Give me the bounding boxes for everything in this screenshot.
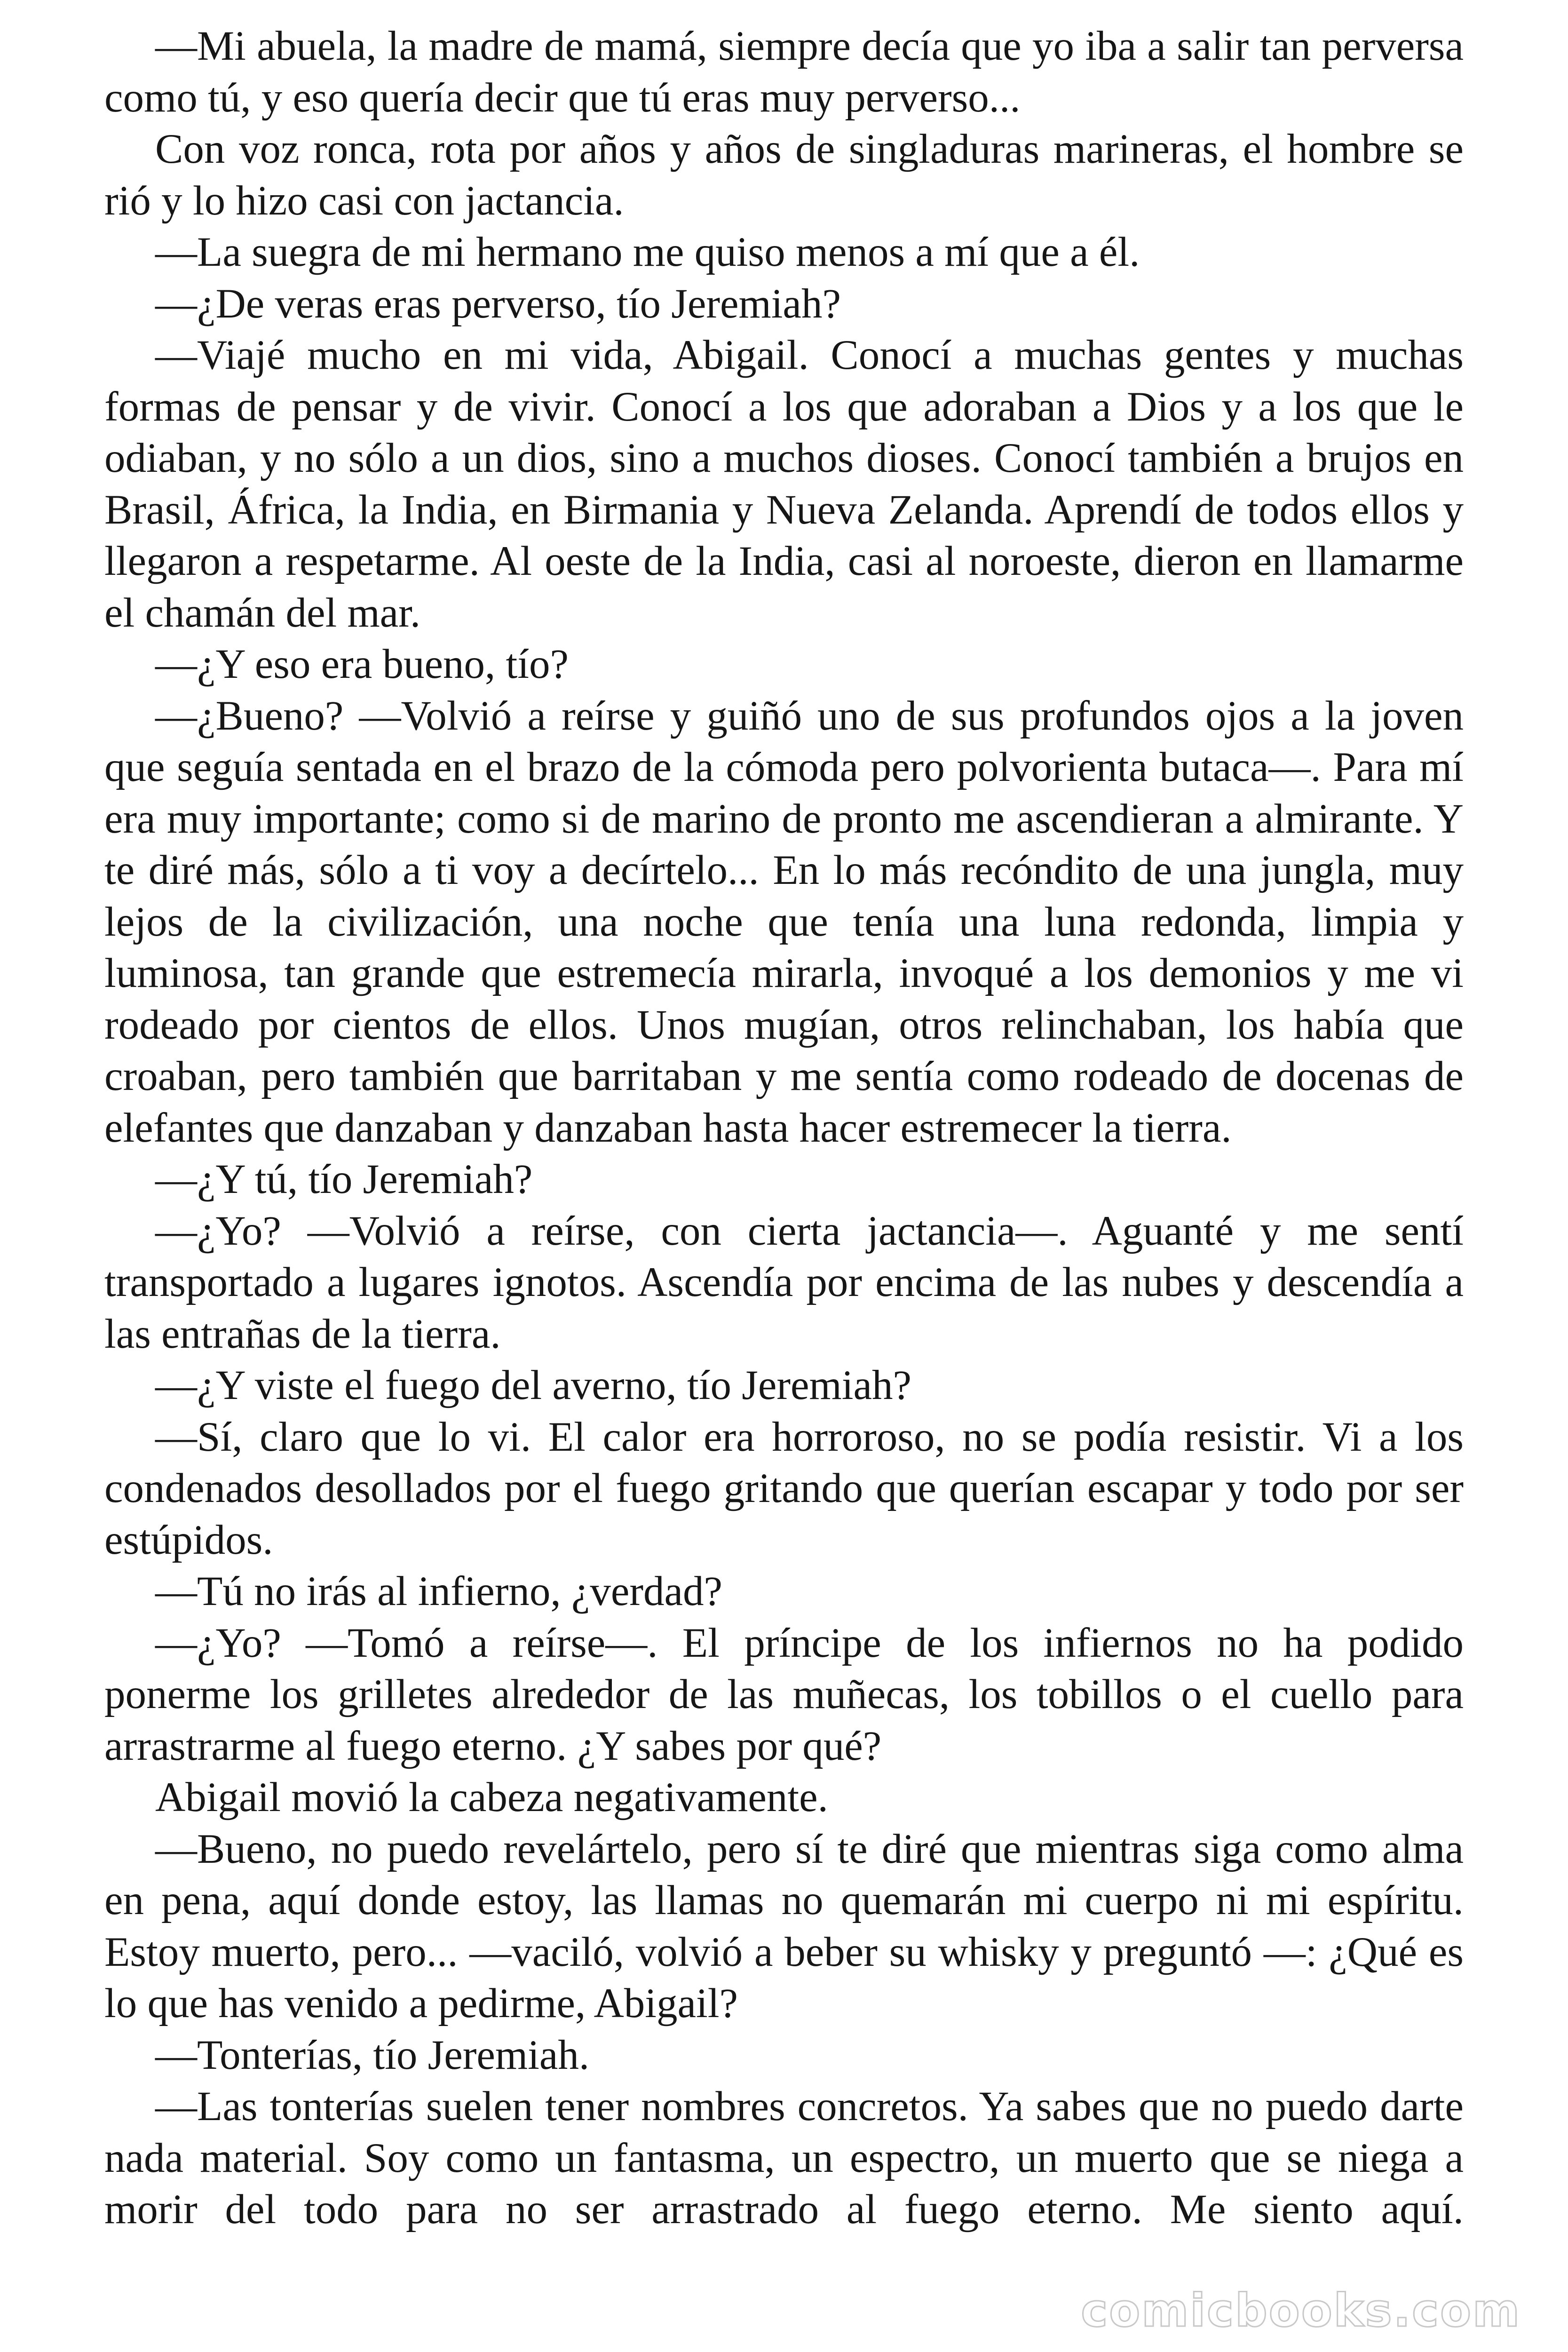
paragraph-12: —Tú no irás al infierno, ¿verdad? bbox=[155, 1568, 722, 1614]
paragraph-15: —Bueno, no puedo revelártelo, pero sí te diré que mientras siga como alma en pena, aquí donde estoy, las llamas no quemarán mi cuerpo ni mi espíritu. Estoy muerto, pero... —vaciló, volvió a beber su whisky y preguntó —: ¿Qué es lo que has venido a pedirme, Abigail? bbox=[104, 1826, 1464, 2026]
paragraph-2: Con voz ronca, rota por años y años de singladuras marineras, el hombre se rió y lo hizo casi con jactancia. bbox=[104, 126, 1464, 224]
paragraph-11: —Sí, claro que lo vi. El calor era horroroso, no se podía resistir. Vi a los condenados desollados por el fuego gritando que querían escapar y todo por ser estúpidos. bbox=[104, 1414, 1464, 1563]
body-text bbox=[104, 21, 1464, 2236]
paragraph-7: —¿Bueno? —Volvió a reírse y guiñó uno de sus profundos ojos a la joven que seguía sentada en el brazo de la cómoda pero polvorienta butaca—. Para mí era muy importante; como si de marino de pronto me ascendieran a almirante. Y te diré más, sólo a ti voy a decírtelo... En lo más recóndito de una jungla, muy lejos de la civilización, una noche que tenía una luna redonda, limpia y luminosa, tan grande que estremecía mirarla, invoqué a los demonios y me vi rodeado por cientos de ellos. Unos mugían, otros relinchaban, los había que croaban, pero también que barritaban y me sentía como rodeado de docenas de elefantes que danzaban y danzaban hasta hacer estremecer la tierra. bbox=[104, 692, 1464, 1151]
paragraph-5: —Viajé mucho en mi vida, Abigail. Conocí a muchas gentes y muchas formas de pensar y de vivir. Conocí a los que adoraban a Dios y a los que le odiaban, y no sólo a un dios, sino a muchos dioses. Conocí también a brujos en Brasil, África, la India, en Birmania y Nueva Zelanda. Aprendí de todos ellos y llegaron a respetarme. Al oeste de la India, casi al noroeste, dieron en llamarme el chamán del mar. bbox=[104, 332, 1464, 636]
paragraph-16: —Tonterías, tío Jeremiah. bbox=[155, 2032, 590, 2078]
paragraph-1: —Mi abuela, la madre de mamá, siempre decía que yo iba a salir tan perversa como tú, y eso quería decir que tú eras muy perverso... bbox=[104, 23, 1464, 121]
paragraph-4: —¿De veras eras perverso, tío Jeremiah? bbox=[155, 280, 841, 327]
paragraph-3: —La suegra de mi hermano me quiso menos a mí que a él. bbox=[155, 229, 1140, 275]
paragraph-10: —¿Y viste el fuego del averno, tío Jeremiah? bbox=[155, 1362, 911, 1408]
paragraph-9: —¿Yo? —Volvió a reírse, con cierta jactancia—. Aguanté y me sentí transportado a lugares ignotos. Ascendía por encima de las nubes y descendía a las entrañas de la tierra. bbox=[104, 1208, 1464, 1357]
paragraph-13: —¿Yo? —Tomó a reírse—. El príncipe de los infiernos no ha podido ponerme los grilletes alrededor de las muñecas, los tobillos o el cuello para arrastrarme al fuego eterno. ¿Y sabes por qué? bbox=[104, 1620, 1464, 1769]
paragraph-8: —¿Y tú, tío Jeremiah? bbox=[155, 1156, 533, 1202]
paragraph-14: Abigail movió la cabeza negativamente. bbox=[155, 1774, 828, 1820]
paragraph-17: —Las tonterías suelen tener nombres concretos. Ya sabes que no puedo darte nada material. Soy como un fantasma, un espectro, un muerto que se niega a morir del todo para no ser arrastrado al fuego eterno. Me siento aquí. bbox=[104, 2083, 1464, 2233]
site-watermark: comicbooks.com bbox=[1081, 2284, 1521, 2337]
paragraph-6: —¿Y eso era bueno, tío? bbox=[155, 641, 569, 687]
